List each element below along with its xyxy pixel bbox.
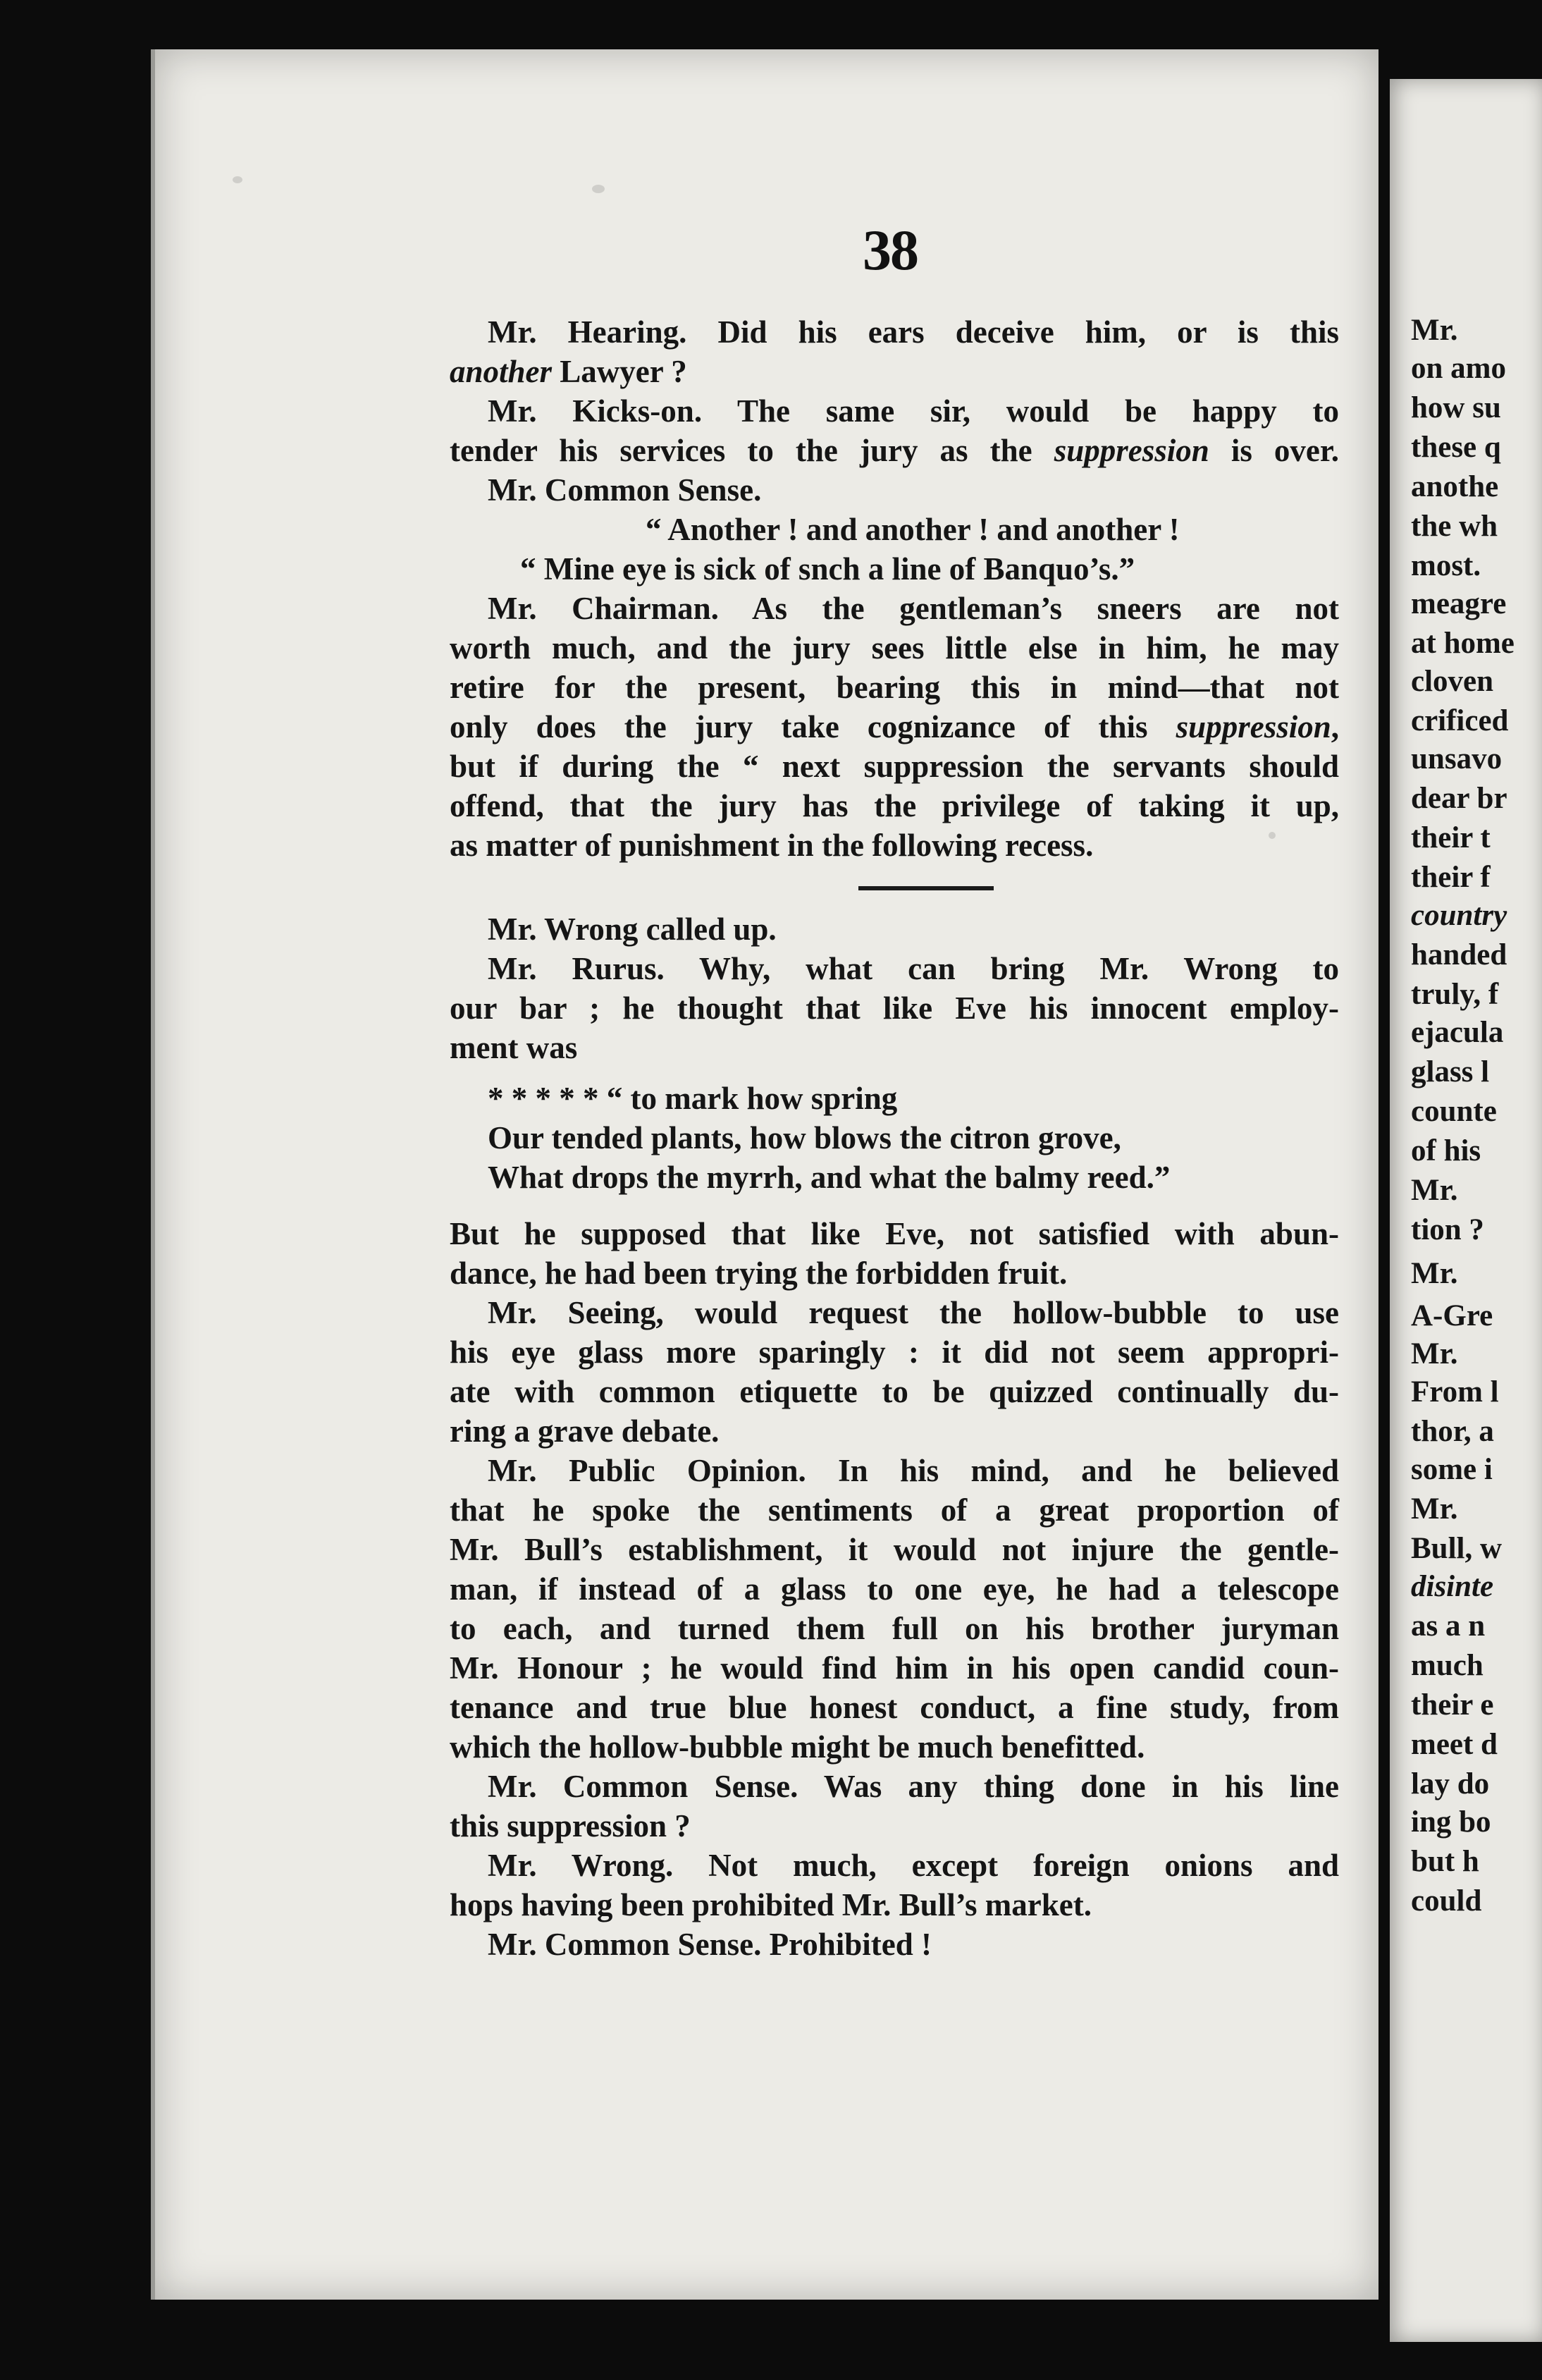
text-line: Mr. Kicks-on. The same sir, would be happy to — [488, 393, 1339, 429]
right-page-line: their f — [1411, 861, 1491, 894]
right-page-line: From l — [1411, 1375, 1499, 1409]
right-page-line: glass l — [1411, 1055, 1490, 1088]
verse-line: * * * * * “ to mark how spring — [488, 1081, 898, 1116]
text-line: only does the jury take cognizance of this suppression, — [450, 709, 1339, 744]
right-page-line: crificed — [1411, 704, 1509, 737]
text-line: to each, and turned them full on his brother juryman — [450, 1611, 1339, 1646]
text-line: Mr. Hearing. Did his ears deceive him, or is this — [488, 314, 1339, 350]
right-page-line: some i — [1411, 1453, 1493, 1486]
right-page-line: tion ? — [1411, 1213, 1484, 1246]
verse-line: Our tended plants, how blows the citron grove, — [488, 1120, 1121, 1155]
text-line: Mr. Wrong. Not much, except foreign onions and — [488, 1848, 1339, 1883]
right-page-line: but h — [1411, 1845, 1479, 1878]
right-page-line: unsavo — [1411, 742, 1503, 775]
right-page-line: thor, a — [1411, 1415, 1494, 1448]
text-line: but if during the “ next suppression the servants should — [450, 749, 1339, 784]
page-number: 38 — [863, 218, 918, 282]
right-page-line: dear br — [1411, 782, 1507, 815]
text-line: Mr. Common Sense. Prohibited ! — [488, 1927, 932, 1962]
text-line: Mr. Seeing, would request the hollow-bubble to use — [488, 1295, 1339, 1330]
right-page-line: their t — [1411, 821, 1491, 854]
right-page-line: anothe — [1411, 470, 1499, 503]
right-page-line: at home — [1411, 627, 1515, 660]
text-line: Mr. Honour ; he would find him in his open candid coun- — [450, 1650, 1339, 1686]
text-line: ate with common etiquette to be quizzed continually du- — [450, 1374, 1339, 1409]
right-page-line: on amo — [1411, 352, 1506, 385]
right-page-line: meagre — [1411, 587, 1507, 620]
text-line: Mr. Chairman. As the gentleman’s sneers are not — [488, 591, 1339, 626]
paper-speck — [592, 185, 605, 193]
quote-line: “ Another ! and another ! and another ! — [646, 512, 1180, 547]
right-page-line: counte — [1411, 1095, 1497, 1128]
right-page-line: these q — [1411, 431, 1501, 464]
section-divider — [858, 886, 994, 890]
right-page-line: Mr. — [1411, 1174, 1458, 1207]
text-line: another Lawyer ? — [450, 354, 687, 389]
text-line: Mr. Bull’s establishment, it would not injure the gentle- — [450, 1532, 1339, 1567]
text-line: ment was — [450, 1030, 578, 1065]
text-line: that he spoke the sentiments of a great proportion of — [450, 1492, 1339, 1528]
text-line: as matter of punishment in the following recess. — [450, 828, 1094, 863]
italic-word: suppression — [1176, 709, 1331, 744]
text-line: worth much, and the jury sees little else in him, he may — [450, 630, 1339, 665]
text-line: Mr. Wrong called up. — [488, 912, 777, 947]
right-page-line: much — [1411, 1649, 1484, 1682]
right-page-line: handed — [1411, 938, 1507, 971]
right-page-line: how su — [1411, 391, 1501, 424]
text-line: retire for the present, bearing this in mind—that not — [450, 670, 1339, 705]
right-page-line: as a n — [1411, 1609, 1486, 1643]
right-page-line: truly, f — [1411, 978, 1499, 1011]
paper-speck — [233, 176, 242, 183]
italic-word: suppression — [1054, 433, 1209, 468]
italic-word: another — [450, 354, 553, 389]
right-page-line: their e — [1411, 1688, 1494, 1722]
right-page-line: most. — [1411, 549, 1481, 582]
right-page-line: Mr. — [1411, 314, 1458, 347]
text-line: Mr. Public Opinion. In his mind, and he believed — [488, 1453, 1339, 1488]
right-page-line: ing bo — [1411, 1805, 1491, 1839]
text-line: Mr. Common Sense. Was any thing done in his line — [488, 1769, 1339, 1804]
text-line: ring a grave debate. — [450, 1413, 720, 1449]
right-page — [1390, 79, 1542, 2342]
text-line: hops having been prohibited Mr. Bull’s market. — [450, 1887, 1092, 1922]
text-line: Mr. Common Sense. — [488, 472, 762, 508]
right-page-line: Bull, w — [1411, 1532, 1503, 1565]
right-page-line: could — [1411, 1884, 1482, 1918]
text-line: dance, he had been trying the forbidden fruit. — [450, 1256, 1068, 1291]
right-page-line: lay do — [1411, 1767, 1490, 1801]
paper-speck — [1269, 832, 1276, 839]
right-page-line: disinte — [1411, 1570, 1494, 1603]
text-line: our bar ; he thought that like Eve his innocent employ- — [450, 990, 1339, 1026]
right-page-line: country — [1411, 899, 1507, 932]
right-page-line: the wh — [1411, 510, 1498, 543]
verse-line: What drops the myrrh, and what the balmy reed.” — [488, 1160, 1171, 1195]
text-line: his eye glass more sparingly : it did not seem appropri- — [450, 1335, 1339, 1370]
right-page-line: ejacula — [1411, 1016, 1504, 1049]
text-line: offend, that the jury has the privilege of taking it up, — [450, 788, 1339, 823]
text-line: man, if instead of a glass to one eye, he had a telescope — [450, 1571, 1339, 1607]
right-page-line: cloven — [1411, 665, 1494, 698]
right-page-line: Mr. — [1411, 1492, 1458, 1526]
text-line: this suppression ? — [450, 1808, 691, 1844]
text-line: which the hollow-bubble might be much benefitted. — [450, 1729, 1145, 1765]
quote-line: “ Mine eye is sick of snch a line of Banquo’s.” — [520, 551, 1135, 587]
text-line: Mr. Rurus. Why, what can bring Mr. Wrong to — [488, 951, 1339, 986]
right-page-line: A-Gre — [1411, 1299, 1493, 1332]
text-line: tenance and true blue honest conduct, a fine study, from — [450, 1690, 1339, 1725]
text-line: tender his services to the jury as the suppression is over. — [450, 433, 1339, 468]
right-page-line: meet d — [1411, 1728, 1498, 1761]
text-line: But he supposed that like Eve, not satisfied with abun- — [450, 1216, 1339, 1251]
right-page-line: of his — [1411, 1134, 1481, 1167]
right-page-line: Mr. — [1411, 1337, 1458, 1370]
right-page-line: Mr. — [1411, 1257, 1458, 1290]
